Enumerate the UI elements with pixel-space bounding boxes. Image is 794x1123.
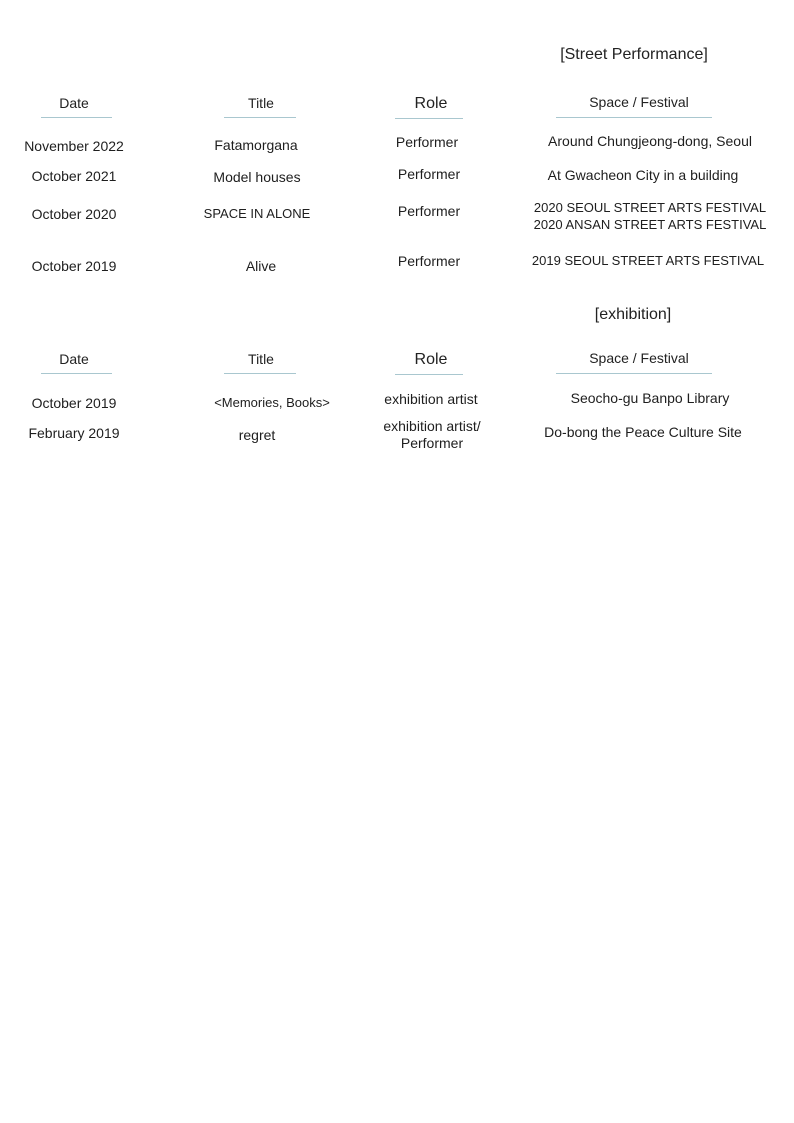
header-underline [224, 373, 296, 374]
cell-space: 2020 ANSAN STREET ARTS FESTIVAL [533, 217, 767, 232]
cell-role: Performer [397, 253, 461, 269]
header-underline [41, 117, 112, 118]
cell-title: <Memories, Books> [214, 395, 330, 410]
header-underline [224, 117, 296, 118]
cell-space: 2019 SEOUL STREET ARTS FESTIVAL [531, 253, 765, 268]
header-role: Role [414, 351, 448, 368]
header-date: Date [59, 351, 89, 367]
cell-title: Model houses [213, 169, 301, 185]
header-underline [41, 373, 112, 374]
cell-date: October 2020 [31, 206, 117, 222]
header-title: Title [248, 95, 274, 111]
header-underline [556, 373, 712, 374]
cell-role: exhibition artist [384, 391, 478, 407]
header-underline [395, 374, 463, 375]
cell-space: Do-bong the Peace Culture Site [544, 424, 742, 440]
cell-date: October 2021 [31, 168, 117, 184]
header-date: Date [59, 95, 89, 111]
cell-role: Performer [400, 435, 464, 451]
cell-space: Seocho-gu Banpo Library [570, 390, 730, 406]
cell-title: regret [238, 427, 276, 443]
cell-role: Performer [397, 166, 461, 182]
cell-role: Performer [395, 134, 459, 150]
cell-date: February 2019 [28, 425, 120, 441]
cell-space: At Gwacheon City in a building [547, 167, 739, 183]
header-underline [395, 118, 463, 119]
cell-title: Fatamorgana [214, 137, 298, 153]
header-title: Title [248, 351, 274, 367]
cell-title: SPACE IN ALONE [203, 206, 311, 221]
cell-date: October 2019 [31, 258, 117, 274]
cell-space: Around Chungjeong-dong, Seoul [548, 133, 752, 149]
header-space: Space / Festival [589, 350, 689, 366]
cell-title: Alive [245, 258, 277, 274]
cell-space: 2020 SEOUL STREET ARTS FESTIVAL [533, 200, 767, 215]
section-title-exhibition: [exhibition] [594, 306, 672, 323]
cell-role: exhibition artist/ [383, 418, 481, 434]
header-underline [556, 117, 712, 118]
cell-date: November 2022 [24, 138, 124, 154]
cell-role: Performer [397, 203, 461, 219]
cell-date: October 2019 [31, 395, 117, 411]
header-space: Space / Festival [589, 94, 689, 110]
header-role: Role [414, 95, 448, 112]
section-title-street: [Street Performance] [560, 46, 708, 63]
